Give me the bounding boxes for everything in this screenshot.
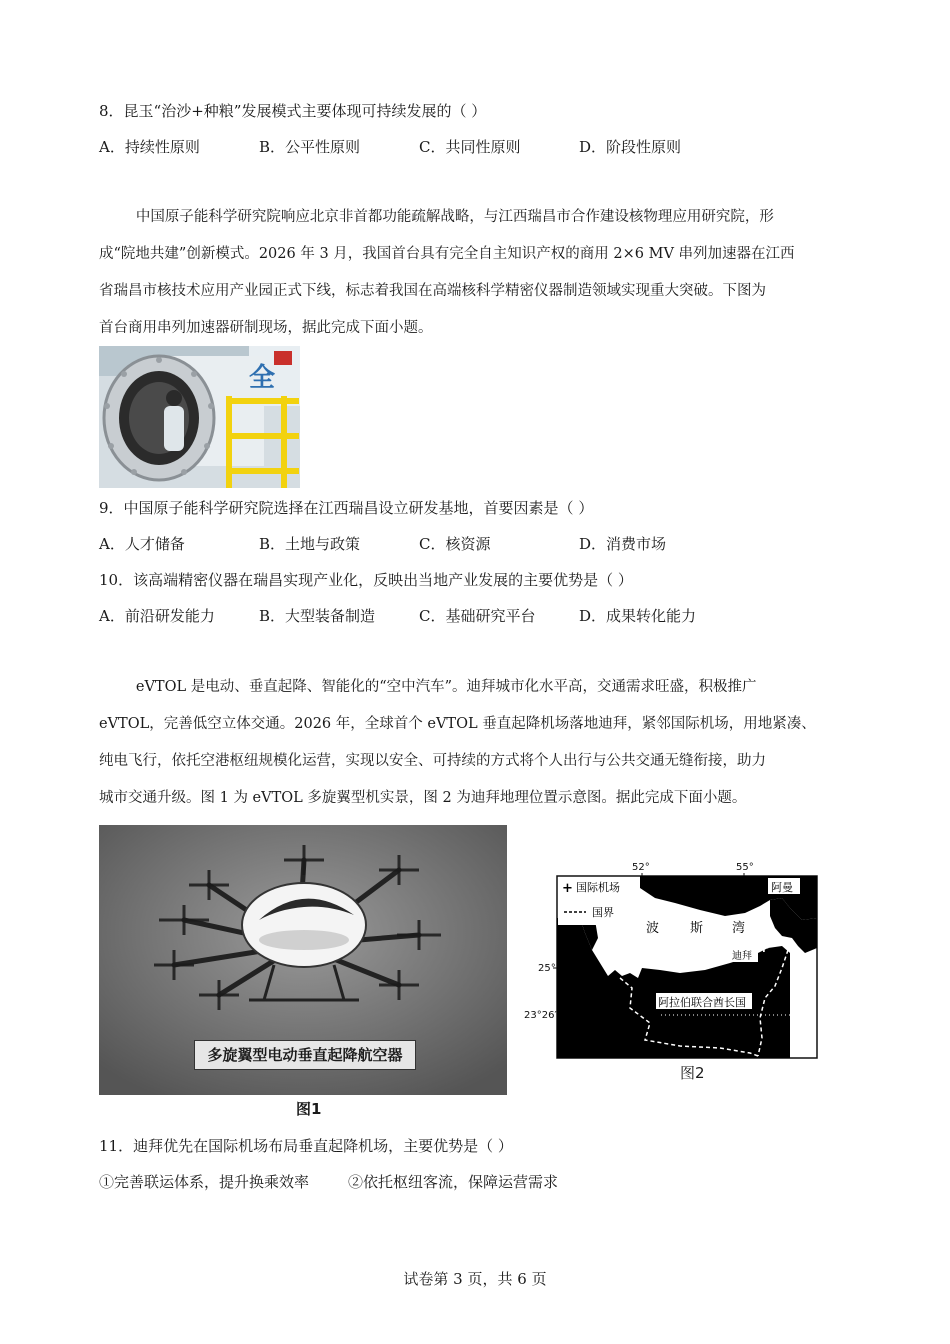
question-8-stem: 8．昆玉“治沙+种粮”发展模式主要体现可持续发展的（ ）: [99, 102, 487, 120]
lon-label-55: 55°: [736, 862, 754, 873]
page-footer: 试卷第 3 页，共 6 页: [403, 1270, 547, 1288]
q8-option-d: D．阶段性原则: [579, 138, 682, 156]
passage-line: 中国原子能科学研究院响应北京非首都功能疏解战略，与江西瑞昌市合作建设核物理应用研究院，形: [99, 209, 774, 225]
question-9-stem: 9．中国原子能科学研究院选择在江西瑞昌设立研发基地，首要因素是（ ）: [99, 499, 594, 517]
photo-sign-text: 全: [249, 363, 276, 393]
oman-label: 阿曼: [771, 881, 793, 894]
passage-line: 成“院地共建”创新模式。2026 年 3 月，我国首台具有完全自主知识产权的商用 2×6 MV 串列加速器在江西: [99, 246, 795, 262]
sea-label-1: 波: [646, 921, 660, 936]
airport-marker-icon: +: [758, 940, 770, 956]
figure-1-label: 图1: [296, 1100, 322, 1118]
lat-label-tropic: 23°26′: [524, 1010, 557, 1021]
q11-choice-1: ①完善联运体系，提升换乘效率: [99, 1173, 310, 1191]
q9-option-a: A．人才储备: [99, 535, 185, 553]
passage-line: 城市交通升级。图 1 为 eVTOL 多旋翼型机实景，图 2 为迪拜地理位置示意图。据此完成下面小题。: [99, 790, 747, 806]
passage-accelerator: [99, 199, 851, 347]
lon-label-52: 52°: [632, 862, 650, 873]
evtol-photo: [99, 825, 507, 1095]
figure-2-label: 图2: [680, 1064, 705, 1082]
dubai-location-map: [520, 858, 830, 1083]
passage-evtol: [99, 669, 851, 817]
dubai-label: 迪拜: [732, 951, 752, 962]
legend-airport-label: 国际机场: [576, 881, 620, 894]
evtol-photo-caption: 多旋翼型电动垂直起降航空器: [194, 1040, 416, 1070]
passage-line: 纯电飞行，依托空港枢纽规模化运营，实现以安全、可持续的方式将个人出行与公共交通无缝衔接，助力: [99, 753, 766, 769]
q9-option-b: B．土地与政策: [259, 535, 361, 553]
legend-airport-icon: +: [562, 881, 573, 896]
uae-label: 阿拉伯联合酋长国: [658, 996, 746, 1009]
passage-line: eVTOL 是电动、垂直起降、智能化的“空中汽车”。迪拜城市化水平高，交通需求旺盛，积极推广: [99, 679, 757, 695]
q9-option-d: D．消费市场: [579, 535, 667, 553]
passage-line: 首台商用串列加速器研制现场，据此完成下面小题。: [99, 320, 433, 336]
sea-label-2: 斯: [690, 921, 704, 936]
q10-option-b: B．大型装备制造: [259, 607, 376, 625]
sea-label-3: 湾: [732, 921, 746, 936]
lat-label-25: 25°: [538, 963, 556, 974]
q9-option-c: C．核资源: [419, 535, 491, 553]
q10-option-a: A．前沿研发能力: [99, 607, 215, 625]
legend-border-label: 国界: [592, 906, 614, 919]
q11-choice-2: ②依托枢纽客流，保障运营需求: [348, 1173, 559, 1191]
question-11-stem: 11．迪拜优先在国际机场布局垂直起降机场，主要优势是（ ）: [99, 1137, 513, 1155]
q10-option-d: D．成果转化能力: [579, 607, 697, 625]
passage-line: 省瑞昌市核技术应用产业园正式下线，标志着我国在高端核科学精密仪器制造领域实现重大突破。下图为: [99, 283, 766, 299]
q8-option-a: A．持续性原则: [99, 138, 200, 156]
q10-option-c: C．基础研究平台: [419, 607, 536, 625]
passage-line: eVTOL，完善低空立体交通。2026 年，全球首个 eVTOL 垂直起降机场落地迪拜，紧邻国际机场，用地紧凑、: [99, 716, 816, 732]
question-10-stem: 10．该高端精密仪器在瑞昌实现产业化，反映出当地产业发展的主要优势是（ ）: [99, 571, 633, 589]
q8-option-b: B．公平性原则: [259, 138, 361, 156]
q8-option-c: C．共同性原则: [419, 138, 521, 156]
accelerator-photo: [99, 346, 300, 488]
